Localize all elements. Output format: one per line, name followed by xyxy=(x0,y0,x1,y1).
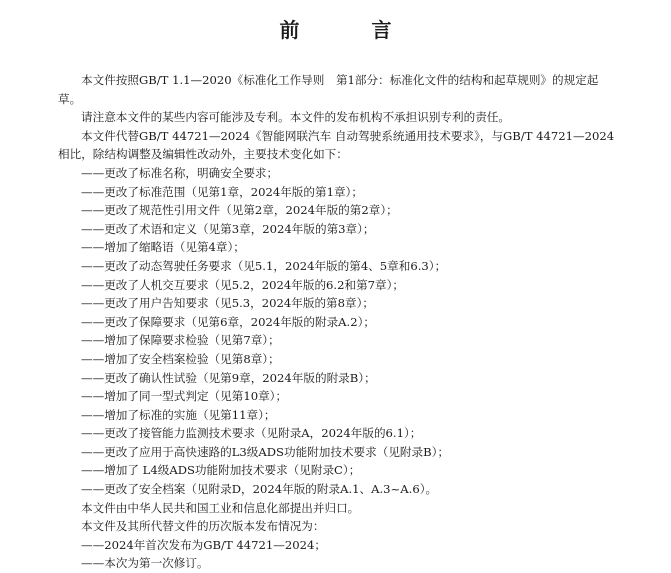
list-item: ——更改了保障要求（见第6章，2024年版的附录A.2）； xyxy=(81,314,375,329)
list-item: ——更改了标准名称，明确安全要求； xyxy=(81,165,279,180)
version-history-paragraph: 本文件及其所代替文件的历次版本发布情况为： xyxy=(81,519,325,534)
proposing-authority-paragraph: 本文件由中华人民共和国工业和信息化部提出并归口。 xyxy=(81,500,360,515)
preface-body xyxy=(58,71,618,573)
replacement-paragraph: 本文件代替GB/T 44721—2024《智能网联汽车 自动驾驶系统通用技术要求》，与GB/T 44721—2024相比，除结构调整及编辑性改动外，主要技术变化如下： xyxy=(58,128,615,162)
list-item: ——更改了规范性引用文件（见第2章，2024年版的第2章）； xyxy=(81,203,398,218)
history-item-first-release: ——2024年首次发布为GB/T 44721—2024； xyxy=(81,537,326,552)
list-item: ——更改了确认性试验（见第9章，2024年版的附录B）； xyxy=(81,370,376,385)
list-item: ——更改了应用于高快速路的L3级ADS功能附加技术要求（见附录B）； xyxy=(81,444,450,459)
history-item-revision: ——本次为第一次修订。 xyxy=(81,556,209,571)
list-item: ——增加了保障要求检验（见第7章）； xyxy=(81,333,280,348)
list-item: ——增加了 L4级ADS功能附加技术要求（见附录C）； xyxy=(81,463,361,478)
list-item: ——增加了同一型式判定（见第10章）； xyxy=(81,389,288,404)
list-item: ——更改了动态驾驶任务要求（见5.1，2024年版的第4、5章和6.3）； xyxy=(81,258,447,273)
list-item: ——更改了术语和定义（见第3章，2024年版的第3章）； xyxy=(81,221,375,236)
technical-changes-list xyxy=(58,164,618,499)
list-item: ——更改了人机交互要求（见5.2，2024年版的6.2和第7章）； xyxy=(81,277,405,292)
drafting-rules-paragraph: 本文件按照GB/T 1.1—2020《标准化工作导则 第1部分：标准化文件的结构和起草规则》的规定起草。 xyxy=(58,73,599,106)
list-item: ——增加了标准的实施（见第11章）； xyxy=(81,407,276,422)
page-title: 前 言 xyxy=(279,18,418,42)
list-item: ——增加了安全档案检验（见第8章）； xyxy=(81,351,280,366)
list-item: ——更改了接管能力监测技术要求（见附录A，2024年版的6.1）； xyxy=(81,426,422,441)
list-item: ——更改了标准范围（见第1章，2024年版的第1章）； xyxy=(81,184,363,199)
patent-notice-paragraph: 请注意本文件的某些内容可能涉及专利。本文件的发布机构不承担识别专利的责任。 xyxy=(81,110,510,125)
list-item: ——更改了安全档案（见附录D，2024年版的附录A.1、A.3~A.6）。 xyxy=(81,482,438,497)
list-item: ——增加了缩略语（见第4章）； xyxy=(81,240,245,255)
list-item: ——更改了用户告知要求（见5.3，2024年版的第8章）； xyxy=(81,296,374,311)
